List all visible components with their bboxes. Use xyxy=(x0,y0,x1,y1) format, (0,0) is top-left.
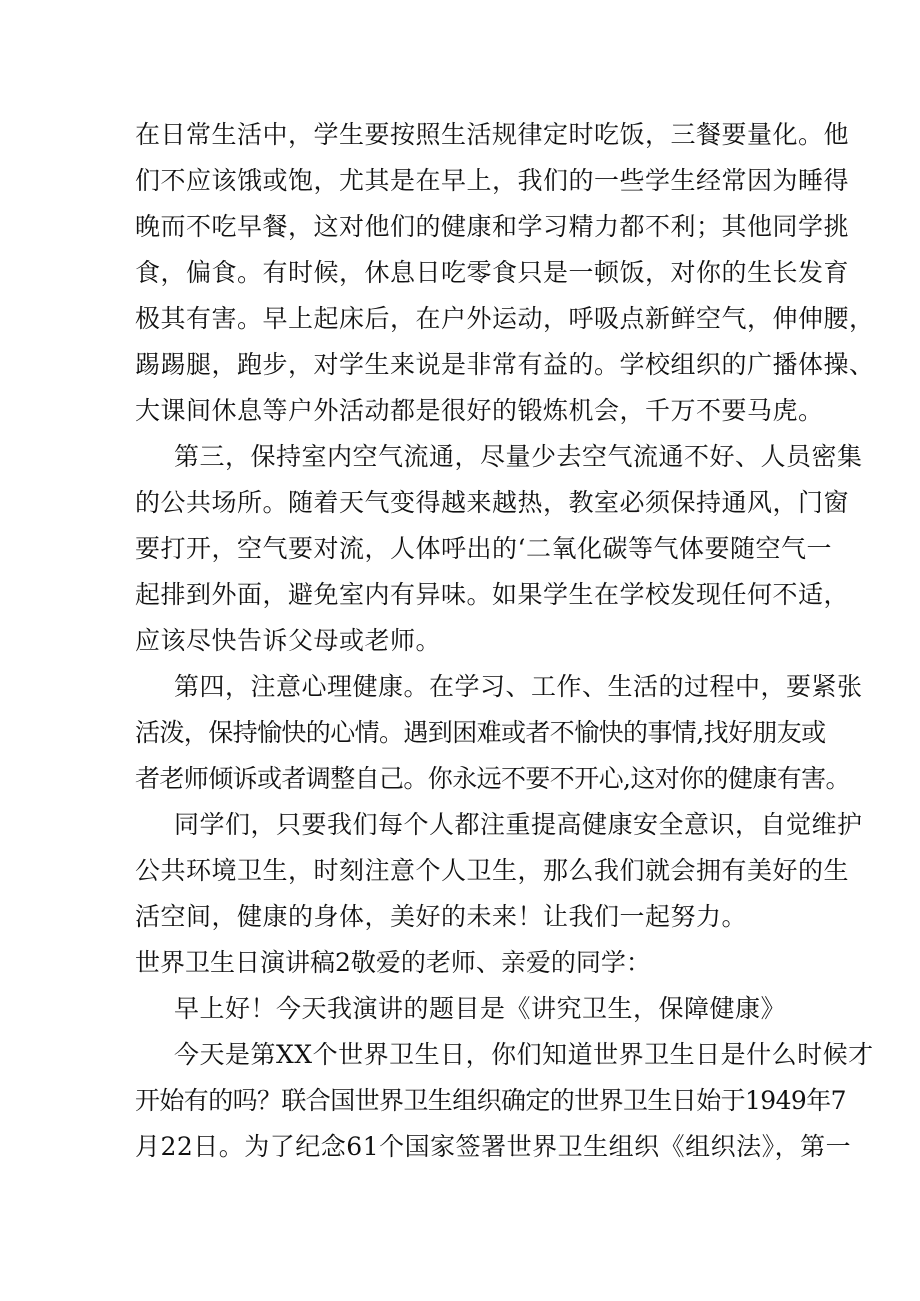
text-line: 要打开，空气要对流，人体呼出的‘二氧化碳等气体要随空气一 xyxy=(135,534,832,563)
text-line: 者老师倾诉或者调整自己。你永远不要不开心,这对你的健康有害。 xyxy=(135,764,850,793)
text-line: 踢踢腿，跑步，对学生来说是非常有益的。学校组织的广播体操、 xyxy=(135,350,875,379)
paragraph-start-line: 第三，保持室内空气流通，尽量少去空气流通不好、人员密集 xyxy=(174,442,863,471)
text-line: 的公共场所。随着天气变得越来越热，教室必须保持通风，门窗 xyxy=(135,488,850,517)
paragraph-start-line: 今天是第XX个世界卫生日，你们知道世界卫生日是什么时候才 xyxy=(174,1040,874,1069)
text-line: 大课间休息等户外活动都是很好的锻炼机会，千万不要马虎。 xyxy=(135,396,824,425)
paragraph-start-line: 同学们，只要我们每个人都注重提高健康安全意识，自觉维护 xyxy=(174,810,863,839)
text-line: 食，偏食。有时候，休息日吃零食只是一顿饭，对你的生长发育 xyxy=(135,258,850,287)
paragraph-start-line: 第四，注意心理健康。在学习、工作、生活的过程中，要紧张 xyxy=(174,672,863,701)
paragraph-start-line: 早上好！今天我演讲的题目是《讲究卫生，保障健康》 xyxy=(174,994,787,1023)
text-line: 活泼，保持愉快的心情。遇到困难或者不愉快的事情,找好朋友或 xyxy=(135,718,826,747)
text-line: 晚而不吃早餐，这对他们的健康和学习精力都不利；其他同学挑 xyxy=(135,212,850,241)
text-line: 起排到外面，避免室内有异味。如果学生在学校发现任何不适， xyxy=(135,580,850,609)
document-body xyxy=(135,112,875,1170)
text-line: 在日常生活中，学生要按照生活规律定时吃饭，三餐要量化。他 xyxy=(135,120,850,149)
text-line: 们不应该饿或饱，尤其是在早上，我们的一些学生经常因为睡得 xyxy=(135,166,850,195)
text-line: 开始有的吗？联合国世界卫生组织确定的世界卫生日始于1949年7 xyxy=(135,1086,846,1115)
text-line: 活空间，健康的身体，美好的未来！让我们一起努力。 xyxy=(135,902,748,931)
text-line: 应该尽快告诉父母或老师。 xyxy=(135,626,442,655)
text-line: 极其有害。早上起床后，在户外运动，呼吸点新鲜空气，伸伸腰， xyxy=(135,304,875,333)
text-line: 公共环境卫生，时刻注意个人卫生，那么我们就会拥有美好的生 xyxy=(135,856,850,885)
section-heading-line: 世界卫生日演讲稿2敬爱的老师、亲爱的同学： xyxy=(135,948,651,977)
text-line: 月22日。为了纪念61个国家签署世界卫生组织《组织法》，第一 xyxy=(135,1132,852,1161)
